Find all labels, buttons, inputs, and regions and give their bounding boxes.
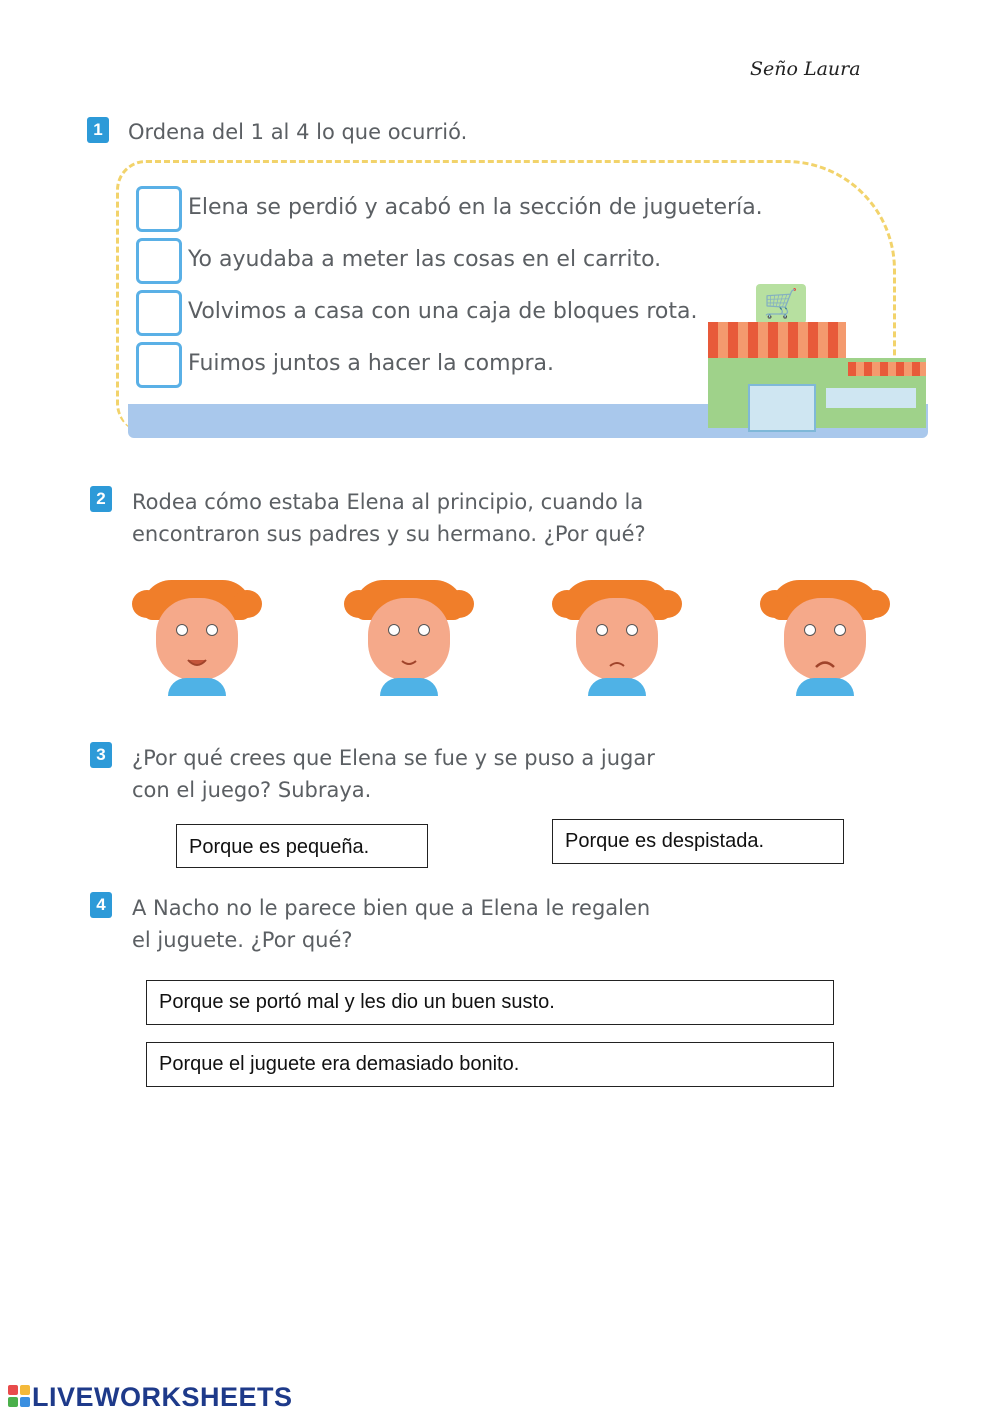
mouth-smile <box>186 658 208 668</box>
shirt <box>168 678 226 696</box>
question-3-line2: con el juego? Subraya. <box>132 778 372 802</box>
mouth-deep-frown <box>814 658 836 668</box>
author-signature: Seño Laura <box>750 58 861 80</box>
shirt <box>380 678 438 696</box>
eye-right <box>626 624 638 636</box>
hair-bun-left <box>132 590 162 618</box>
store-door <box>748 384 816 432</box>
store-awning <box>708 322 846 358</box>
footer-brand: LIVEWORKSHEETS <box>32 1382 293 1412</box>
q3-answer-2[interactable]: Porque es despistada. <box>552 819 844 864</box>
eye-left <box>804 624 816 636</box>
question-3-line1: ¿Por qué crees que Elena se fue y se puso a jugar <box>132 746 655 770</box>
store-window <box>826 388 916 408</box>
question-4-line2: el juguete. ¿Por qué? <box>132 928 353 952</box>
shopping-cart-icon: 🛒 <box>756 284 806 324</box>
question-1-text: Ordena del 1 al 4 lo que ocurrió. <box>128 120 468 144</box>
question-2-line2: encontraron sus padres y su hermano. ¿Por qué? <box>132 522 646 546</box>
face-very-sad[interactable] <box>760 580 890 700</box>
option-text-2: Yo ayudaba a meter las cosas en el carrito. <box>188 247 662 272</box>
order-box-2[interactable] <box>136 238 182 284</box>
hair-bun-right <box>232 590 262 618</box>
question-3-number: 3 <box>90 742 112 768</box>
q3-answer-1[interactable]: Porque es pequeña. <box>176 824 428 868</box>
hair-bun-left <box>552 590 582 618</box>
eye-right <box>206 624 218 636</box>
question-2-line1: Rodea cómo estaba Elena al principio, cuando la <box>132 490 644 514</box>
liveworksheets-logo-icon <box>8 1385 30 1407</box>
shirt <box>796 678 854 696</box>
hair-bun-left <box>760 590 790 618</box>
face-sad[interactable] <box>552 580 682 700</box>
hair-bun-right <box>860 590 890 618</box>
q4-answer-1[interactable]: Porque se portó mal y les dio un buen susto. <box>146 980 834 1025</box>
order-box-4[interactable] <box>136 342 182 388</box>
hair-bun-right <box>652 590 682 618</box>
hair-bun-left <box>344 590 374 618</box>
option-text-3: Volvimos a casa con una caja de bloques rota. <box>188 299 698 324</box>
option-text-1: Elena se perdió y acabó en la sección de juguetería. <box>188 195 763 220</box>
question-1-number: 1 <box>87 117 109 143</box>
order-box-3[interactable] <box>136 290 182 336</box>
face-smiling[interactable] <box>344 580 474 700</box>
hair-bun-right <box>444 590 474 618</box>
shirt <box>588 678 646 696</box>
mouth-frown <box>606 658 628 668</box>
face-happy[interactable] <box>132 580 262 700</box>
question-4-line1: A Nacho no le parece bien que a Elena le regalen <box>132 896 651 920</box>
q4-answer-2[interactable]: Porque el juguete era demasiado bonito. <box>146 1042 834 1087</box>
question-4-number: 4 <box>90 892 112 918</box>
eye-left <box>596 624 608 636</box>
store-wing-awning <box>848 362 926 376</box>
eye-right <box>834 624 846 636</box>
eye-left <box>176 624 188 636</box>
question-2-number: 2 <box>90 486 112 512</box>
eye-right <box>418 624 430 636</box>
option-text-4: Fuimos juntos a hacer la compra. <box>188 351 555 376</box>
order-box-1[interactable] <box>136 186 182 232</box>
mouth-small-smile <box>398 658 420 668</box>
eye-left <box>388 624 400 636</box>
